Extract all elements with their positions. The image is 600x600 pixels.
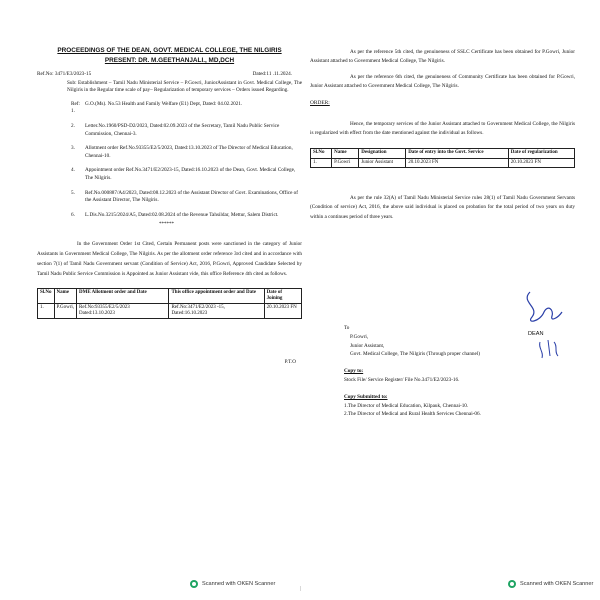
table-cell: Ref.No:3471/E2/2023 -15, Dated:16.10.2023 <box>169 303 264 318</box>
reference-number: 3. <box>71 145 75 152</box>
proceedings-heading <box>37 46 302 66</box>
table-header-row <box>311 149 575 158</box>
paragraph-probation: As per the rule 32(A) of Tamil Nadu Ministerial Service rules 28(1) of Tamil Nadu Government Servants (Condition of service) Act, 2016, the above said individual is placed on probation for the total period of two years on duty within a continues period of three years. <box>310 194 575 220</box>
paragraph-community: As per the reference 6th cited, the genuineness of Community Certificate has been obtained for P.Gowri, Junior Assistant attached to Government Medical College, The Nilgiris. <box>310 73 575 90</box>
reference-text: L.Dis.No.3215/2024/A5, Dated:02.08.2024 of the Revenue Tahsildar, Mettur, Salem District. <box>85 211 279 218</box>
reference-item <box>71 190 302 205</box>
copy-submitted-list <box>344 402 574 420</box>
oken-scanner-icon <box>508 580 516 588</box>
reference-item <box>71 145 302 160</box>
table-header-cell: Name <box>54 288 77 303</box>
left-page <box>37 46 302 586</box>
right-page <box>310 46 575 586</box>
reference-text: Letter.No.1960/PSD-D2/2023, Dated:02.09.2023 of the Secretary, Tamil Nadu Public Service Commission, Chennai-3. <box>85 123 280 137</box>
reference-number: 2. <box>71 123 75 129</box>
reference-number: Ref: 1. <box>71 100 80 115</box>
addressee <box>350 333 574 359</box>
table-cell: 20.10.2023 FN <box>264 303 301 318</box>
reference-number: 4. <box>71 167 75 174</box>
scanner-text: Scanned with OKEN Scanner <box>202 581 276 587</box>
reference-text: Ref.No.000887/A4/2023, Dated:08.12.2023 of the Assistant Director of Govt. Examinations, Office of the Assistant Director, The Nilgiris. <box>85 189 298 204</box>
table-header-cell: Date of regularization <box>508 149 574 158</box>
table-header-cell: Date of entry into the Govt. Service <box>406 149 509 158</box>
table-header-cell: Sl.No <box>38 288 55 303</box>
reference-number: 6. <box>71 211 75 218</box>
paragraph-regularize: Hence, the temporary services of the Junior Assistant attached to Government Medical College, the Nilgiris is regularized with effect from the date mentioned against the individual as follows. <box>310 120 575 137</box>
reference-item <box>71 101 302 116</box>
scanner-footer-right <box>508 580 593 588</box>
copy-to-text: Stock File/ Service Register/ File No.3471/E2/2023-16. <box>344 376 460 383</box>
reference-text: G.O.(Ms). No.53 Health and Family Welfare (E1) Dept, Dated: 04.02.2021. <box>85 100 243 107</box>
table-header-cell: Designation <box>359 149 406 158</box>
table-row <box>38 303 302 318</box>
table-cell: P.Gowri <box>332 158 359 167</box>
references-list <box>71 101 302 220</box>
separator-stars: ****** <box>159 222 174 228</box>
copy-submitted-label: Copy Submitted to: <box>344 393 388 400</box>
table-cell: Junior Assistant <box>359 158 406 167</box>
addressee-line: P.Gowri, <box>350 333 369 340</box>
table-cell: 20.10.2023 FN <box>508 158 574 167</box>
copy-to-label: Copy to: <box>344 368 364 375</box>
table-header-cell: Sl.No <box>311 149 332 158</box>
addressee-line: Govt. Medical College, The Nilgiris (Through proper channel) <box>350 351 480 358</box>
scanner-text: Scanned with OKEN Scanner <box>520 581 594 587</box>
table-header-row <box>38 288 302 303</box>
ref-number: Ref.No: 3471/E3/2023-15 <box>37 71 92 77</box>
table-row <box>311 158 575 167</box>
table-header-cell: Name <box>332 149 359 158</box>
to-label: To <box>344 325 350 331</box>
table-cell: 1. <box>38 303 55 318</box>
address-block <box>344 324 574 419</box>
oken-scanner-icon <box>190 580 198 588</box>
table-cell: 20.10.2023 FN <box>406 158 509 167</box>
heading-line1: PROCEEDINGS OF THE DEAN, GOVT. MEDICAL COLLEGE, THE NILGIRIS <box>57 47 282 54</box>
addressee-line: Junior Assistant, <box>350 342 385 349</box>
table-header-cell: DME Allotment order and Date <box>77 288 169 303</box>
reference-item <box>71 212 302 220</box>
pto-label: P.T.O <box>284 359 296 366</box>
table-cell: P.Gowri, <box>54 303 77 318</box>
reference-number: 5. <box>71 189 75 196</box>
reference-text: Appointment order Ref.No.3471/E2/2023-15, Dated:16.10.2023 of the Dean, Govt. Medical College, The Nilgiris. <box>85 167 296 181</box>
body-paragraph: In the Government Order 1st Cited, Certain Permanent posts were sanctioned in the category of Junior Assistants in Government Medical College, The Nilgiris. As per the allotment order reference 3rd cited and in accordance with section 7(1) of Tamil Nadu Government servant (Condition of Service) Act, 2016, P.Gowri, Approved Candidate Selected by Tamil Nadu Public Service Commission is Appointed as Junior Assistant vide, this office Reference 4th cited as follows. <box>37 241 302 277</box>
reference-item <box>71 167 302 182</box>
table-header-cell: This office appointment order and Date <box>169 288 264 303</box>
regularization-table <box>310 148 575 167</box>
table-cell: 1. <box>311 158 332 167</box>
table-cell: Ref.No:93355/E2/5/2023 Dated:13.10.2023 <box>77 303 169 318</box>
heading-line2: PRESENT: DR. M.GEETHANJALI., MD,DCH <box>104 57 235 64</box>
signatory-dean: DEAN <box>528 331 544 337</box>
reference-line <box>37 70 302 78</box>
dated: Dated:11 .11.2024. <box>252 71 292 77</box>
paragraph-sslc: As per the reference 5th cited, the genuineness of SSLC Certificate has been obtained for P.Gowri, Junior Assistant attached to Government Medical College, The Nilgiris. <box>310 49 575 65</box>
subject: Sub: Establishment – Tamil Nadu Ministerial Service – P.Gowri, JuniorAssistant in Govt. Medical College, The Nilgiris in the Regular time scale of pay– Regularization of temporary services – Orders issued Regarding. <box>67 80 302 94</box>
reference-text: Allotment order Ref.No.93355/E2/5/2023, Dated:13.10.2023 of The Director of Medical Education, Chennai-10. <box>85 145 293 159</box>
copy-submitted-item: 2.The Director of Medical and Rural Health Services Chennai-06. <box>344 411 481 418</box>
order-label: ORDER: <box>310 99 330 106</box>
reference-item <box>71 123 302 138</box>
scanner-footer-left <box>190 580 275 588</box>
appointment-table <box>37 288 302 320</box>
copy-submitted-item: 1.The Director of Medical Education, Kilpauk, Chennai-10. <box>344 402 469 409</box>
table-header-cell: Date of Joining <box>264 288 301 303</box>
